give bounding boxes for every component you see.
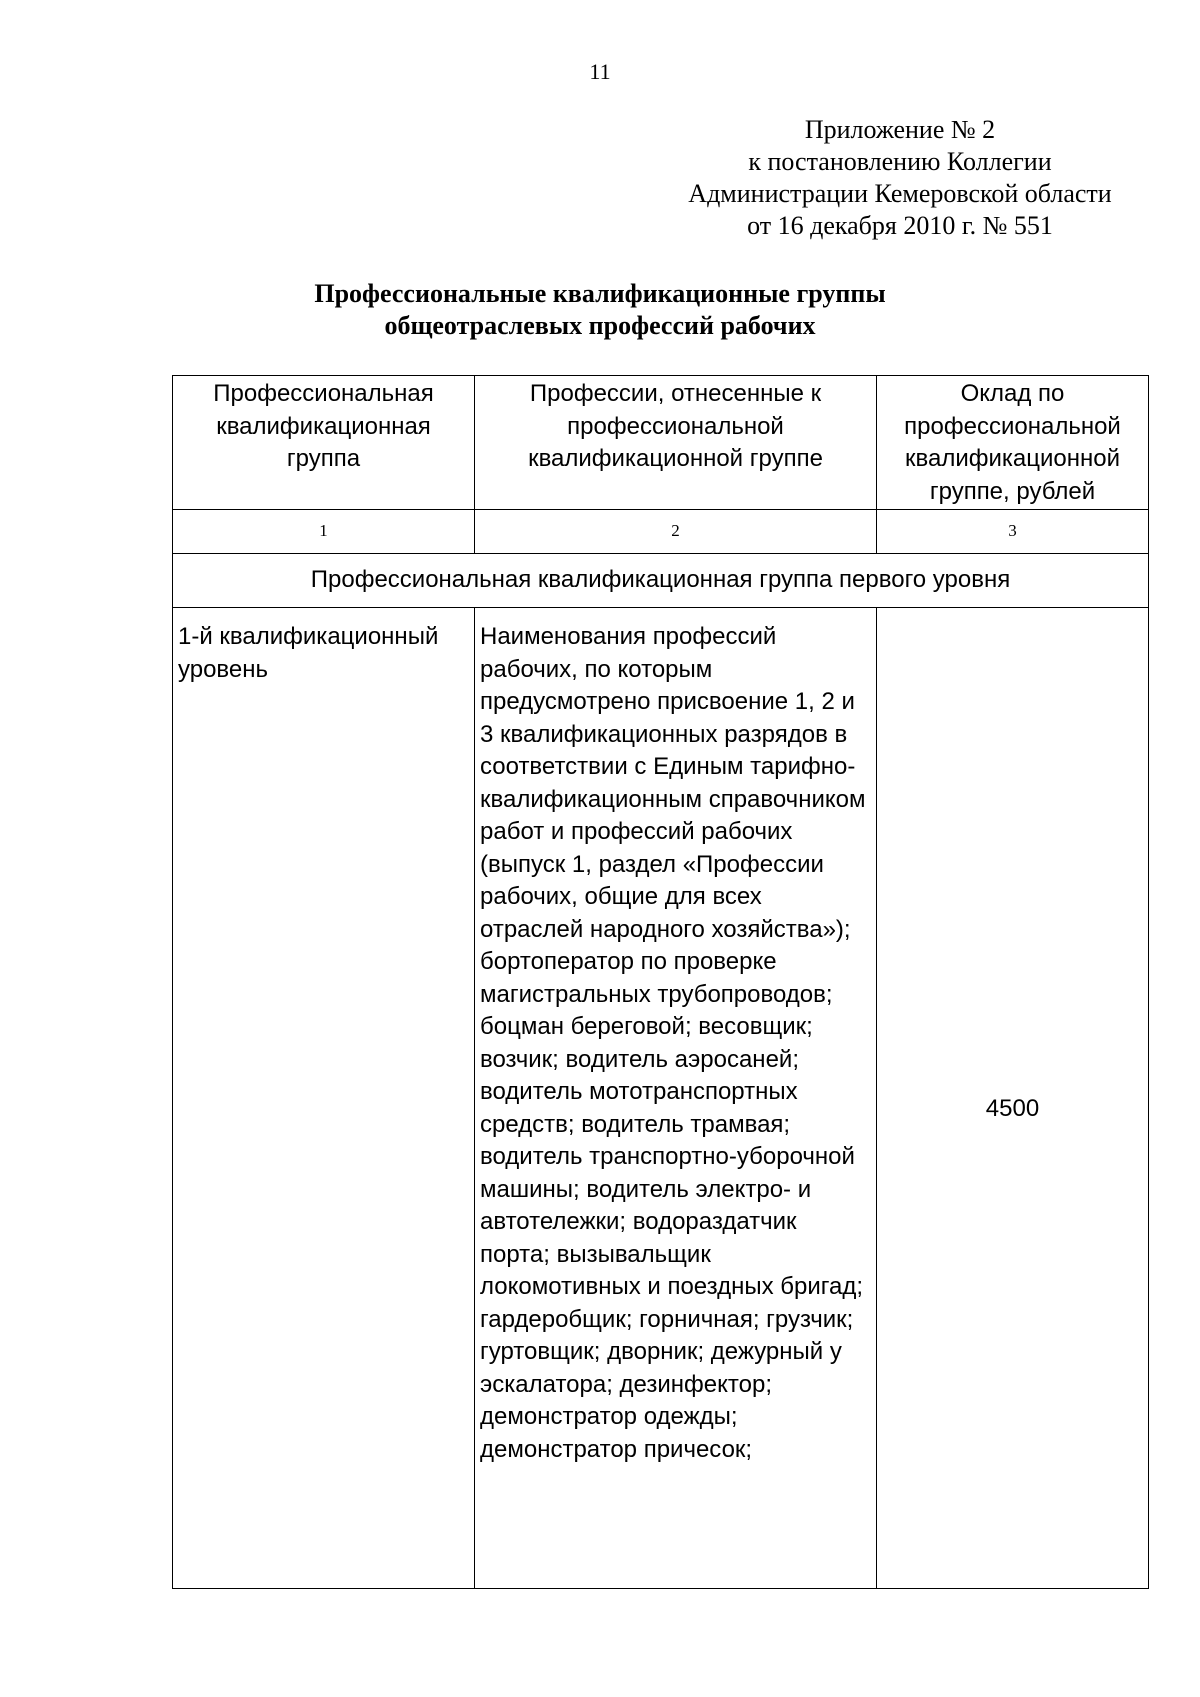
page-number: 11 [589,59,611,84]
qualification-level: 1-й квалификационный уровень [178,623,439,683]
appendix-line-3: Администрации Кемеровской области [688,179,1112,208]
appendix-line-1: Приложение № 2 [804,115,996,144]
document-title [0,278,1200,342]
professions-cell [475,608,877,1589]
header-salary: Оклад по профессиональной квалификационной группе, рублей [877,376,1149,510]
professions-list: Наименования профессий рабочих, по которым предусмотрено присвоение 1, 2 и 3 квалификационных разрядов в соответствии с Единым тарифно-квалификационным справочником работ и профессий рабочих (выпуск 1, раздел «Профессии рабочих, общие для всех отраслей народного хозяйства»); бортоператор по проверке магистральных трубопроводов; боцман береговой; весовщик; возчик; водитель аэросаней; водитель мототранспортных средств; водитель трамвая; водитель транспортно-уборочной машины; водитель электро- и автотележки; водораздатчик порта; вызывальщик локомотивных и поездных бригад; гардеробщик; горничная; грузчик; гуртовщик; дворник; дежурный у эскалатора; дезинфектор; демонстратор одежды; демонстратор причесок; [480,623,866,1463]
header-group: Профессиональная квалификационная группа [173,376,475,510]
salary-cell [877,608,1149,1589]
salary-value: 4500 [985,1095,1040,1123]
appendix-line-4: от 16 декабря 2010 г. № 551 [747,211,1053,240]
column-number-row [173,510,1149,554]
column-number-3: 3 [877,510,1149,554]
title-line-1: Профессиональные квалификационные группы [314,279,886,308]
group-heading-row [173,554,1149,608]
group-heading: Профессиональная квалификационная группа первого уровня [173,554,1149,608]
qualification-groups-table [172,375,1149,1589]
appendix-line-2: к постановлению Коллегии [748,147,1052,176]
title-line-2: общеотраслевых профессий рабочих [384,311,816,340]
appendix-reference [600,114,1200,242]
column-number-1: 1 [173,510,475,554]
header-professions: Профессии, отнесенные к профессиональной квалификационной группе [475,376,877,510]
table-header-row [173,376,1149,510]
column-number-2: 2 [475,510,877,554]
qualification-level-cell [173,608,475,1589]
table-row [173,608,1149,1589]
